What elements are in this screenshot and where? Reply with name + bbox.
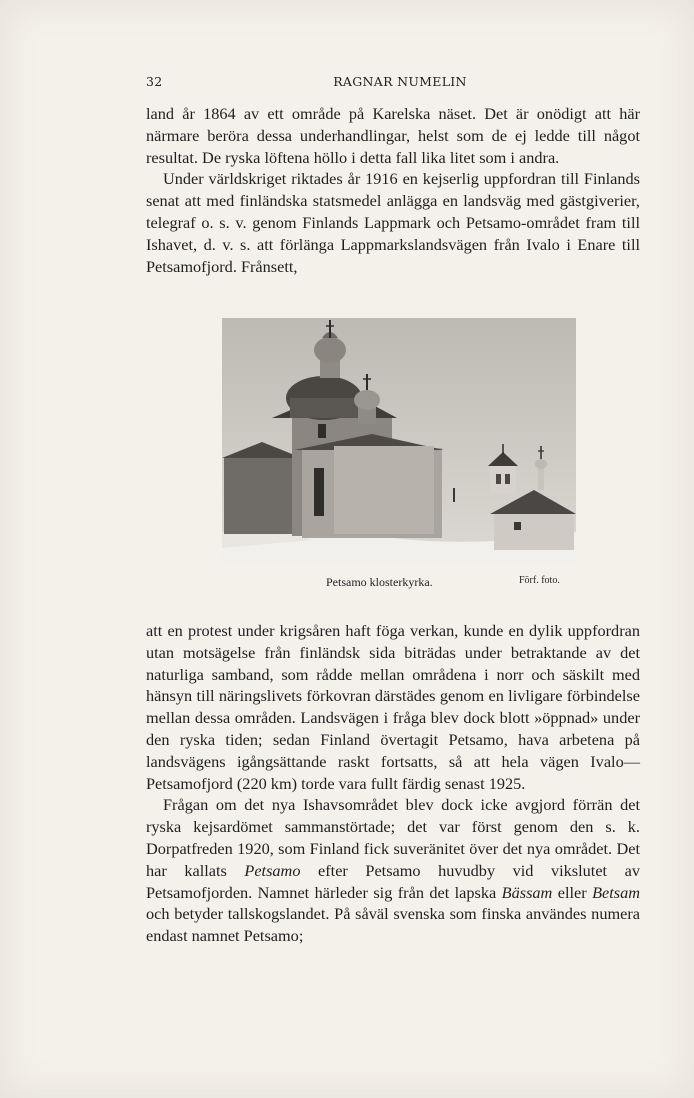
paragraph [146,794,640,947]
text-run: eller [552,882,593,902]
text-block-bottom [146,620,640,947]
page-number: 32 [146,74,163,89]
text-block-top [146,103,640,277]
church-photo [222,318,576,562]
text-run: Frågan om det nya Ishavsområdet blev dock icke avgjord förrän det ryska kejsardömet sammanstörtade; det var först genom den s. k. Dorpatfreden 1920, som Finland fick suveränitet över det nya området. Det har kallats [146,795,640,880]
church-photo-illustration [222,318,576,562]
text-run: och betyder tallskogslandet. På såväl svenska som finska användes numera endast namnet Petsamo; [146,904,640,946]
running-head: RAGNAR NUMELIN [333,74,467,89]
paragraph: land år 1864 av ett område på Karelska näset. Det är onödigt att här närmare beröra dessa underhandlingar, helst som de ej ledde till något resultat. De ryska löftena höllo i detta fall lika litet som i andra. [146,104,640,167]
text-run: efter Petsamo huvudby vid vikslutet av Petsamofjorden. Namnet härleder sig från det lapska [146,860,640,902]
paragraph: att en protest under krigsåren haft föga verkan, kunde en dylik uppfordran utan motsägelse från finländsk sida biträdas under betraktande av det naturliga samband, som rådde mellan områdena i norr och säskilt med hänsyn till näringslivets förkovran därstädes genom en livligare förbindelse mellan dessa områden. Landsvägen i fråga blev dock blott »öppnad» under den ryska tiden; sedan Finland övertagit Petsamo, hava arbetena på landsvägens igångsättande raskt fortsatts, så att hela vägen Ivalo—Petsamofjord (220 km) torde vara fullt färdig senast 1925. [146,621,640,793]
italic-term: Petsamo [244,860,301,880]
photo-credit: Förf. foto. [519,575,560,586]
caption-text: Petsamo klosterkyrka. [326,575,433,589]
italic-term: Betsam [592,882,640,902]
paragraph: Under världskriget riktades år 1916 en kejserlig uppfordran till Finlands senat att med finländska statsmedel anlägga en landsväg med gästgiverier, telegraf o. s. v. genom Finlands Lappmark och Petsamo-området fram till Ishavet, d. v. s. att förlänga Lappmarkslandsvägen från Ivalo i Enare till Petsamofjord. Frånsett, [146,169,640,276]
italic-term: Bässam [501,882,553,902]
